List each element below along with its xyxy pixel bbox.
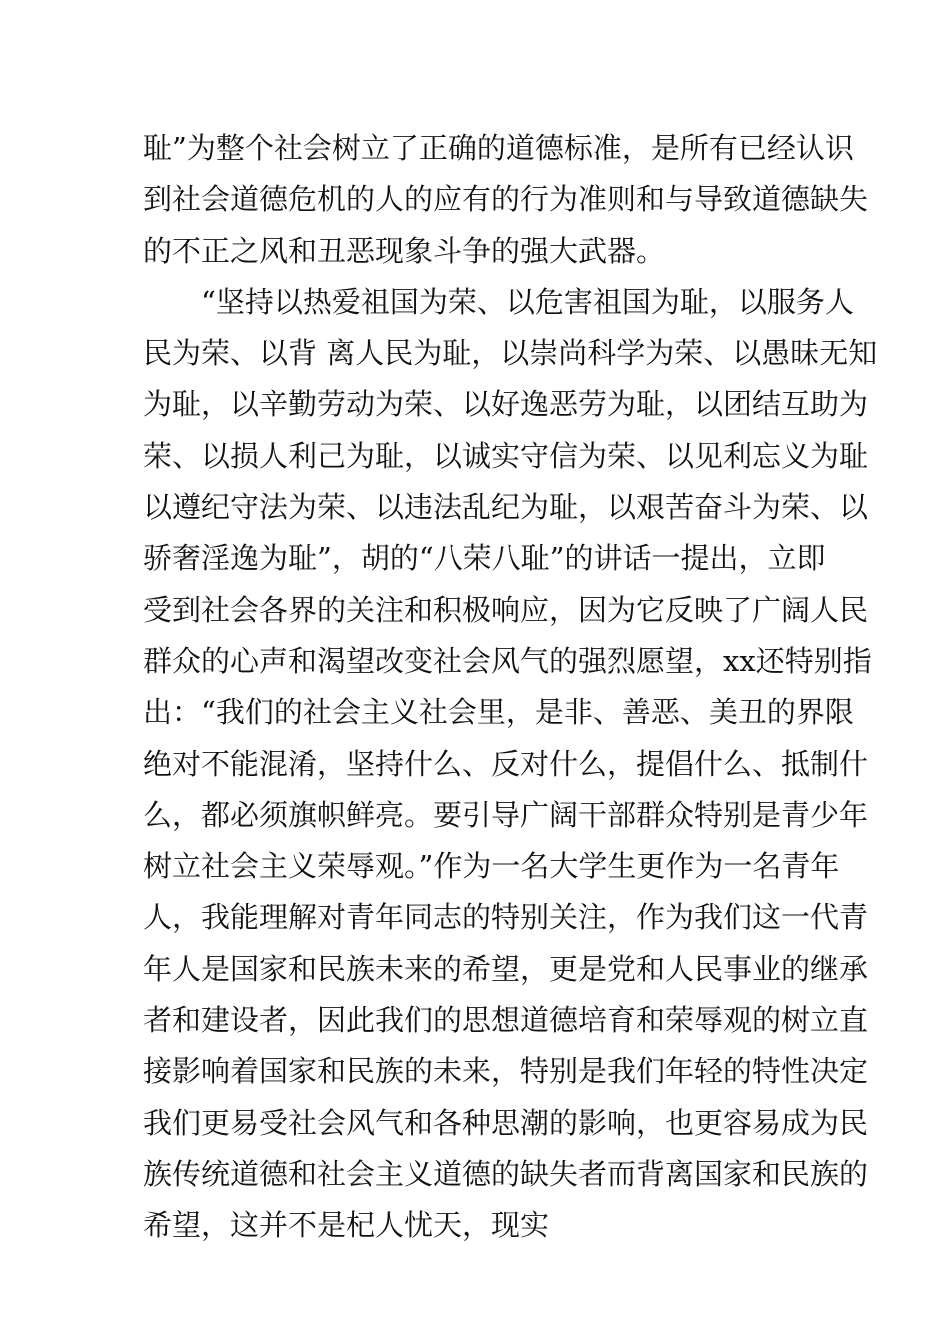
text-line: 者和建设者，因此我们的思想道德培育和荣辱观的树立直: [143, 1003, 869, 1038]
text-line: 人，我能理解对青年同志的特别关注，作为我们这一代青: [143, 900, 869, 935]
text-line: 受到社会各界的关注和积极响应，因为它反映了广阔人民: [143, 592, 869, 627]
text-line: 为耻，以辛勤劳动为荣、以好逸恶劳为耻，以团结互助为: [143, 387, 869, 422]
text-line: 希望，这并不是杞人忧天，现实: [143, 1208, 550, 1243]
text-line: 以遵纪守法为荣、以违法乱纪为耻，以艰苦奋斗为荣、以: [143, 490, 869, 525]
text-line: 到社会道德危机的人的应有的行为准则和与导致道德缺失: [143, 182, 869, 217]
paragraph-start-line: “坚持以热爱祖国为荣、以危害祖国为耻，以服务人: [201, 284, 854, 319]
text-line: 民为荣、以背 离人民为耻，以崇尚科学为荣、以愚昧无知: [143, 336, 878, 371]
text-line: 我们更易受社会风气和各种思潮的影响，也更容易成为民: [143, 1105, 869, 1140]
text-line: 族传统道德和社会主义道德的缺失者而背离国家和民族的: [143, 1156, 869, 1191]
text-line: 么，都必须旗帜鲜亮。要引导广阔干部群众特别是青少年: [143, 797, 869, 832]
text-line: 耻”为整个社会树立了正确的道德标准，是所有已经认识: [143, 131, 854, 165]
text-line: 出：“我们的社会主义社会里，是非、善恶、美丑的界限: [143, 695, 854, 730]
text-line: 树立社会主义荣辱观。”作为一名大学生更作为一名青年: [143, 849, 840, 884]
text-line: 绝对不能混淆，坚持什么、反对什么，提倡什么、抵制什: [143, 746, 869, 781]
body-text: [143, 123, 878, 1252]
text-line: 年人是国家和民族未来的希望，更是党和人民事业的继承: [143, 951, 869, 986]
text-line: 群众的心声和渴望改变社会风气的强烈愿望，xx还特别指: [143, 643, 872, 678]
text-line: 接影响着国家和民族的未来，特别是我们年轻的特性决定: [143, 1054, 869, 1089]
text-line: 荣、以损人利己为耻，以诚实守信为荣、以见利忘义为耻: [143, 438, 869, 473]
text-line: 骄奢淫逸为耻”，胡的“八荣八耻”的讲话一提出，立即: [143, 541, 826, 576]
text-line: 的不正之风和丑恶现象斗争的强大武器。: [143, 233, 666, 268]
